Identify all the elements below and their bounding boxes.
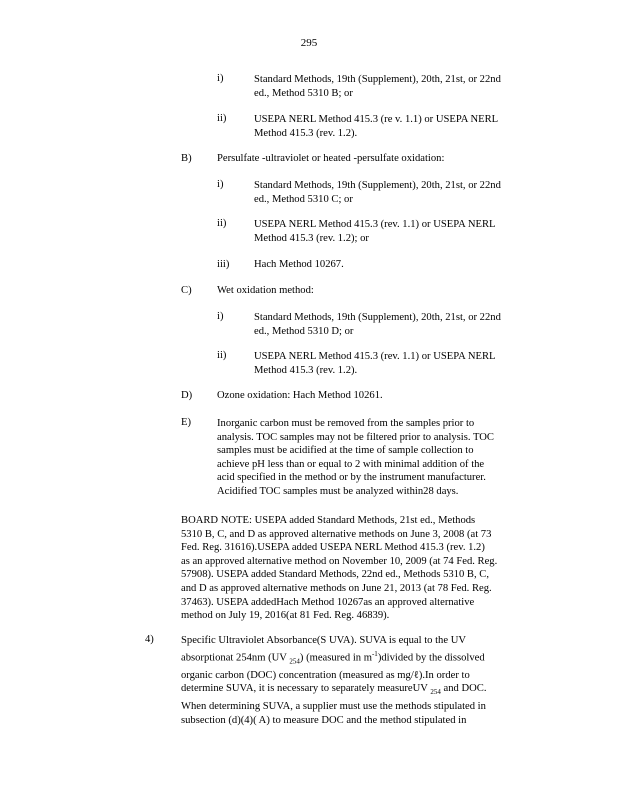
board-note	[181, 514, 536, 623]
text-line: and D as approved alternative methods on June 21, 2013 (at 78 Fed. Reg.	[181, 582, 492, 594]
text-line: 5310 B, C, and D as approved alternative methods on June 3, 2008 (at 73	[181, 528, 492, 540]
text-line: 57908). USEPA added Standard Methods, 22nd ed., Methods 5310 B, C,	[181, 569, 489, 581]
text-line: Method 415.3 (rev. 1.2).	[254, 127, 358, 139]
text-line: Fed. Reg. 31616).USEPA added USEPA NERL Method 415.3 (rev. 1.2)	[181, 542, 485, 554]
text-line: as an approved alternative method on November 10, 2009 (at 74 Fed. Reg.	[181, 555, 498, 567]
text-line: Standard Methods, 19th (Supplement), 20th, 21st, or 22nd	[254, 74, 501, 85]
text-line: subsection (d)(4)( A) to measure DOC and the method stipulated in	[181, 714, 467, 726]
text-line: Specific Ultraviolet Absorbance(S UVA). SUVA is equal to the UV	[181, 635, 467, 646]
item-text	[254, 350, 532, 377]
text-line: organic carbon (DOC) concentration (measured as mg/ℓ).In order to	[181, 669, 470, 681]
item-text: Hach Method 10267.	[254, 259, 344, 270]
text-line: acid specified in the method or by the instrument manufacturer.	[217, 472, 486, 484]
item-marker: i)	[217, 311, 224, 322]
text-line: 37463). USEPA addedHach Method 10267as an approved alternative	[181, 596, 475, 608]
section-heading: Persulfate -ultraviolet or heated -persulfate oxidation:	[217, 153, 445, 164]
section-marker: D)	[181, 390, 193, 401]
text-line: Standard Methods, 19th (Supplement), 20th, 21st, or 22nd	[254, 180, 501, 191]
text-line: ed., Method 5310 B; or	[254, 87, 353, 99]
text-line: samples must be acidified at the time of sample collection to	[217, 445, 474, 457]
text-line: absorptionat 254nm (UV $_{254}$) (measured in $m^{-1})divided$ by the dissolved	[181, 649, 485, 666]
section-marker: E)	[181, 417, 191, 428]
section-text: Ozone oxidation: Hach Method 10261.	[217, 390, 383, 401]
section-marker: B)	[181, 153, 192, 164]
text-line: USEPA NERL Method 415.3 (rev. 1.1) or USEPA NERL	[254, 351, 496, 362]
item-text	[254, 113, 532, 140]
text-line: analysis. TOC samples may not be filtered prior to analysis. TOC	[217, 431, 494, 443]
text-line: ed., Method 5310 D; or	[254, 325, 354, 337]
section-marker: 4)	[145, 634, 154, 645]
item-text	[254, 179, 532, 206]
text-line: Standard Methods, 19th (Supplement), 20th, 21st, or 22nd	[254, 312, 501, 323]
section-heading: Wet oxidation method:	[217, 285, 314, 296]
item-text	[254, 218, 532, 245]
item-marker: i)	[217, 179, 224, 190]
text-line: USEPA NERL Method 415.3 (re v. 1.1) or USEPA NERL	[254, 114, 499, 125]
item-text	[254, 73, 532, 100]
text-line: determine SUVA, it is necessary to separately measureUV $_{254}$ and DOC.	[181, 683, 487, 697]
item-marker: ii)	[217, 218, 227, 229]
section-text	[181, 634, 536, 727]
item-marker: i)	[217, 73, 224, 84]
item-marker: iii)	[217, 259, 230, 270]
section-text	[217, 417, 535, 499]
text-line: When determining SUVA, a supplier must use the methods stipulated in	[181, 701, 486, 713]
item-marker: ii)	[217, 113, 227, 124]
page-number: 295	[300, 37, 318, 49]
text-line: Inorganic carbon must be removed from the samples prior to	[217, 418, 475, 429]
item-marker: ii)	[217, 350, 227, 361]
section-marker: C)	[181, 285, 192, 296]
text-line: Acidified TOC samples must be analyzed within28 days.	[217, 485, 459, 497]
text-line: Method 415.3 (rev. 1.2).	[254, 364, 358, 376]
text-line: BOARD NOTE: USEPA added Standard Methods, 21st ed., Methods	[181, 515, 476, 526]
text-line: method on July 19, 2016(at 81 Fed. Reg. 46839).	[181, 610, 390, 622]
text-line: ed., Method 5310 C; or	[254, 193, 353, 205]
text-line: USEPA NERL Method 415.3 (rev. 1.1) or USEPA NERL	[254, 219, 496, 230]
text-line: Method 415.3 (rev. 1.2); or	[254, 232, 369, 244]
item-text	[254, 311, 532, 338]
text-line: achieve pH less than or equal to 2 with minimal addition of the	[217, 458, 485, 470]
